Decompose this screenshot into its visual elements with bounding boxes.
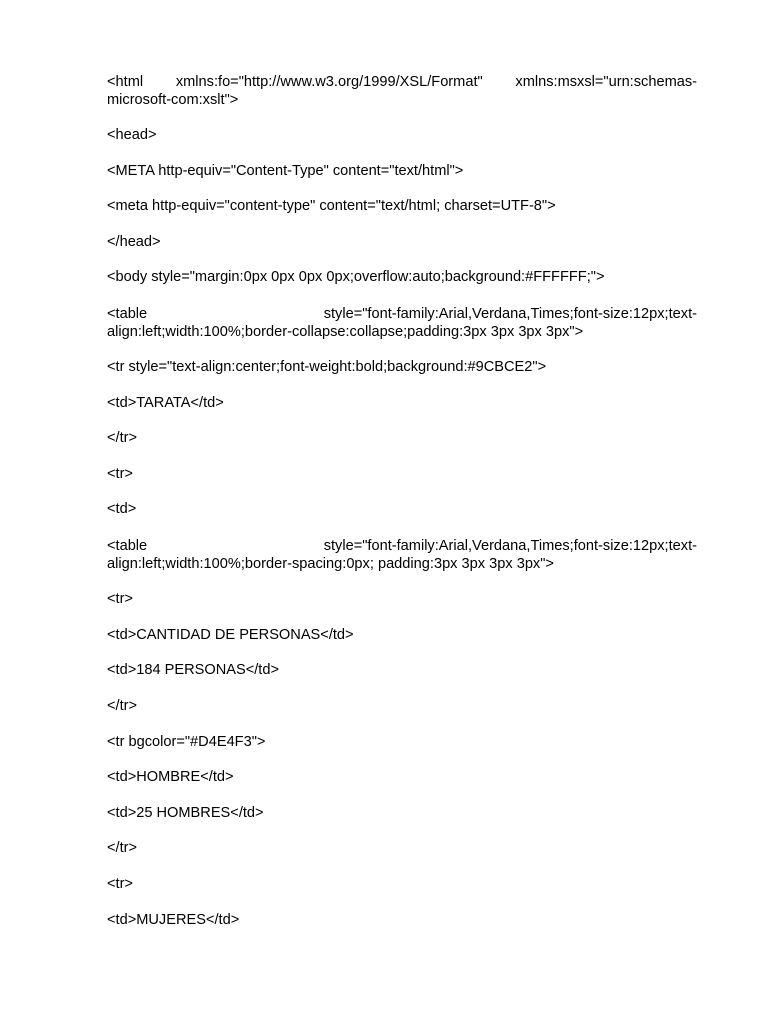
head-open-line: <head> — [107, 127, 157, 143]
cantidad-cell-line: <td>CANTIDAD DE PERSONAS</td> — [107, 627, 354, 643]
mujeres-cell-line: <td>MUJERES</td> — [107, 912, 240, 928]
inner-row-open-line: <tr> — [107, 591, 133, 607]
body-open-line: <body style="margin:0px 0px 0px 0px;overflow:auto;background:#FFFFFF;"> — [107, 269, 605, 285]
bgcolor-row-open-line: <tr bgcolor="#D4E4F3"> — [107, 734, 266, 750]
hombre-cell-line: <td>HOMBRE</td> — [107, 769, 234, 785]
header-row-open-line: <tr style="text-align:center;font-weight:bold;background:#9CBCE2"> — [107, 359, 547, 375]
head-close-line: </head> — [107, 234, 161, 250]
mujeres-row-open-line: <tr> — [107, 876, 133, 892]
row-open-line: <tr> — [107, 466, 133, 482]
hombres-count-cell-line: <td>25 HOMBRES</td> — [107, 805, 264, 821]
meta-charset-line: <meta http-equiv="content-type" content="text/html; charset=UTF-8"> — [107, 198, 556, 214]
inner-table-open-line: <table style="font-family:Arial,Verdana,Times;font-size:12px;text-align:left;width:100%;border-spacing:0px; padding:3px 3px 3px 3px"> — [107, 538, 697, 572]
cell-open-line: <td> — [107, 501, 137, 517]
bgcolor-row-close-line: </tr> — [107, 840, 138, 856]
outer-table-open-line: <table style="font-family:Arial,Verdana,Times;font-size:12px;text-align:left;width:100%;border-collapse:collapse;padding:3px 3px 3px 3px"> — [107, 306, 697, 340]
meta-content-type-line: <META http-equiv="Content-Type" content="text/html"> — [107, 163, 464, 179]
tarata-cell-line: <td>TARATA</td> — [107, 395, 224, 411]
html-open-tag-line: <html xmlns:fo="http://www.w3.org/1999/XSL/Format" xmlns:msxsl="urn:schemas-microsoft-com:xslt"> — [107, 74, 697, 108]
row-close-line: </tr> — [107, 430, 138, 446]
inner-row-close-line: </tr> — [107, 698, 138, 714]
personas-cell-line: <td>184 PERSONAS</td> — [107, 662, 279, 678]
